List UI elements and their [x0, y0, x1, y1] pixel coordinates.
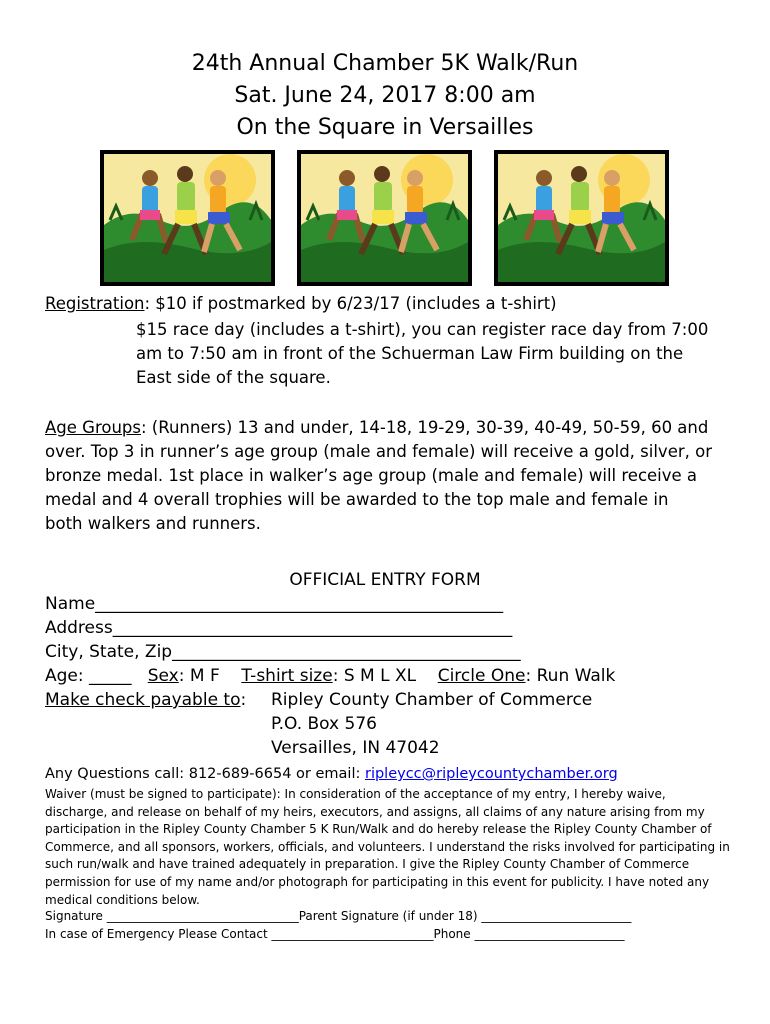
registration-line-2: $15 race day (includes a t-shirt), you can register race day from 7:00 — [136, 320, 709, 339]
event-title: 24th Annual Chamber 5K Walk/Run — [191, 51, 579, 76]
questions-line — [45, 762, 618, 786]
age-groups-line-5: both walkers and runners. — [45, 514, 261, 533]
entry-form-title: OFFICIAL ENTRY FORM — [289, 570, 481, 590]
payee-city: Versailles, IN 47042 — [271, 738, 440, 758]
age-groups-line-2: over. Top 3 in runner’s age group (male and female) will receive a gold, silver, or — [45, 442, 713, 461]
age-groups-line-4: medal and 4 overall trophies will be awarded to the top male and female in — [45, 490, 669, 509]
age-groups-label: Age Groups — [45, 418, 141, 437]
questions-text: Any Questions call: 812-689-6654 or email: — [45, 766, 365, 782]
signature-line: Signature ________________________________Parent Signature (if under 18) _________________________ — [45, 909, 632, 923]
age-groups-line-1 — [45, 416, 708, 440]
payable-colon: : — [240, 690, 247, 710]
email-link[interactable]: ripleycc@ripleycountychamber.org — [364, 766, 618, 782]
age-groups-line-3: bronze medal. 1st place in walker’s age group (male and female) will receive a — [45, 466, 698, 485]
address-field: Address_______________________________________________ — [45, 618, 513, 638]
registration-label: Registration — [45, 294, 145, 313]
name-field: Name________________________________________________ — [45, 594, 504, 614]
payee-name: Ripley County Chamber of Commerce — [271, 690, 593, 710]
age-field: Age: _____ — [45, 666, 132, 686]
tshirt-label: T-shirt size — [241, 666, 333, 686]
event-location: On the Square in Versailles — [236, 115, 534, 140]
city-state-zip-field: City, State, Zip_________________________________________ — [45, 642, 521, 662]
registration-line-1 — [45, 292, 557, 316]
sex-label: Sex — [147, 666, 179, 686]
event-date: Sat. June 24, 2017 8:00 am — [234, 83, 536, 108]
registration-line-4: East side of the square. — [136, 368, 331, 387]
tshirt-options: : S M L XL — [332, 666, 417, 686]
payable-label: Make check payable to — [45, 690, 241, 710]
circle-one-options: : Run Walk — [525, 666, 616, 686]
waiver-text: Waiver (must be signed to participate): In consideration of the acceptance of my entry, I hereby waive, discharge, and release on behalf of my heirs, executors, and assigns, all claims of any nature arising from my participation in the Ripley County Chamber 5 K Run/Walk and do hereby release the Ripley County Chamber of Commerce, and all sponsors, workers, officials, and volunteers. I understand the risks involved for participating in such run/walk and have trained adequately in preparation. I give the Ripley County Chamber of Commerce permission for use of my name and/or photograph for participating in this event for publicity. I have noted any medical conditions below. — [45, 787, 730, 907]
runners-clipart — [494, 150, 669, 286]
payable-line — [45, 688, 246, 712]
runners-clipart — [100, 150, 275, 286]
payee-po-box: P.O. Box 576 — [271, 714, 377, 734]
sex-options: : M F — [178, 666, 220, 686]
registration-line-3: am to 7:50 am in front of the Schuerman Law Firm building on the — [136, 344, 684, 363]
age-groups-text: : (Runners) 13 and under, 14-18, 19-29, 30-39, 40-49, 50-59, 60 and — [141, 418, 709, 437]
emergency-contact-line: In case of Emergency Please Contact ___________________________Phone _________________________ — [45, 927, 625, 941]
details-line — [45, 664, 615, 688]
circle-one-label: Circle One — [437, 666, 526, 686]
runners-clipart — [297, 150, 472, 286]
registration-text: : $10 if postmarked by 6/23/17 (includes a t-shirt) — [144, 294, 557, 313]
